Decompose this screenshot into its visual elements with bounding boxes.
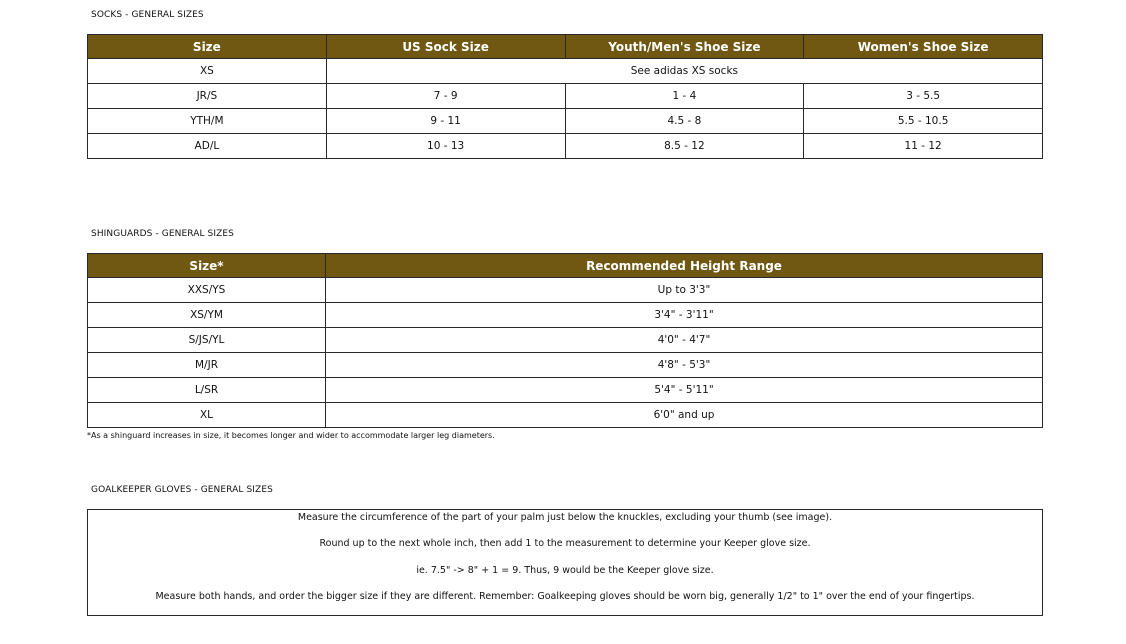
cell-xs-note: See adidas XS socks (326, 59, 1042, 84)
header-size: Size* (88, 254, 326, 278)
header-womens-shoe-size: Women's Shoe Size (804, 35, 1043, 59)
goalkeeper-instruction-line: ie. 7.5" -> 8" + 1 = 9. Thus, 9 would be the Keeper glove size. (416, 565, 714, 576)
header-size: Size (88, 35, 327, 59)
cell-size: XL (88, 403, 326, 428)
cell-height-range: 6'0" and up (326, 403, 1043, 428)
table-row (88, 378, 1043, 403)
table-row (88, 328, 1043, 353)
shinguards-section-title: SHINGUARDS - GENERAL SIZES (91, 229, 234, 239)
cell-size: XXS/YS (88, 278, 326, 303)
cell-womens-shoe-size: 3 - 5.5 (804, 84, 1043, 109)
table-row (88, 403, 1043, 428)
cell-us-sock-size: 7 - 9 (326, 84, 565, 109)
cell-size: YTH/M (88, 109, 327, 134)
cell-size: AD/L (88, 134, 327, 159)
socks-section-title: SOCKS - GENERAL SIZES (91, 10, 204, 20)
socks-size-table (87, 34, 1043, 159)
table-row (88, 84, 1043, 109)
table-row (88, 59, 1043, 84)
header-youth-mens-shoe-size: Youth/Men's Shoe Size (565, 35, 804, 59)
cell-size: L/SR (88, 378, 326, 403)
goalkeeper-instructions-box (87, 509, 1043, 616)
cell-height-range: 3'4" - 3'11" (326, 303, 1043, 328)
cell-size: XS (88, 59, 327, 84)
table-header-row (88, 254, 1043, 278)
table-row (88, 134, 1043, 159)
cell-height-range: 4'8" - 5'3" (326, 353, 1043, 378)
cell-height-range: 4'0" - 4'7" (326, 328, 1043, 353)
cell-youth-mens-shoe-size: 8.5 - 12 (565, 134, 804, 159)
cell-womens-shoe-size: 11 - 12 (804, 134, 1043, 159)
table-header-row (88, 35, 1043, 59)
cell-height-range: 5'4" - 5'11" (326, 378, 1043, 403)
cell-size: XS/YM (88, 303, 326, 328)
cell-height-range: Up to 3'3" (326, 278, 1043, 303)
table-row (88, 278, 1043, 303)
cell-us-sock-size: 9 - 11 (326, 109, 565, 134)
shinguards-footnote: *As a shinguard increases in size, it becomes longer and wider to accommodate larger leg diameters. (87, 431, 495, 440)
cell-youth-mens-shoe-size: 1 - 4 (565, 84, 804, 109)
table-row (88, 303, 1043, 328)
goalkeeper-instruction-line: Measure both hands, and order the bigger size if they are different. Remember: Goalkeeping gloves should be worn big, generally 1/2" to 1" over the end of your fingertips. (155, 591, 975, 602)
table-row (88, 109, 1043, 134)
cell-us-sock-size: 10 - 13 (326, 134, 565, 159)
goalkeeper-instruction-line: Round up to the next whole inch, then add 1 to the measurement to determine your Keeper glove size. (319, 538, 811, 549)
cell-youth-mens-shoe-size: 4.5 - 8 (565, 109, 804, 134)
table-row (88, 353, 1043, 378)
goalkeeper-section-title: GOALKEEPER GLOVES - GENERAL SIZES (91, 485, 273, 495)
goalkeeper-instruction-line: Measure the circumference of the part of your palm just below the knuckles, excluding your thumb (see image). (297, 512, 833, 523)
header-us-sock-size: US Sock Size (326, 35, 565, 59)
header-recommended-height-range: Recommended Height Range (326, 254, 1043, 278)
shinguards-size-table (87, 253, 1043, 428)
cell-size: JR/S (88, 84, 327, 109)
cell-size: S/JS/YL (88, 328, 326, 353)
cell-womens-shoe-size: 5.5 - 10.5 (804, 109, 1043, 134)
cell-size: M/JR (88, 353, 326, 378)
